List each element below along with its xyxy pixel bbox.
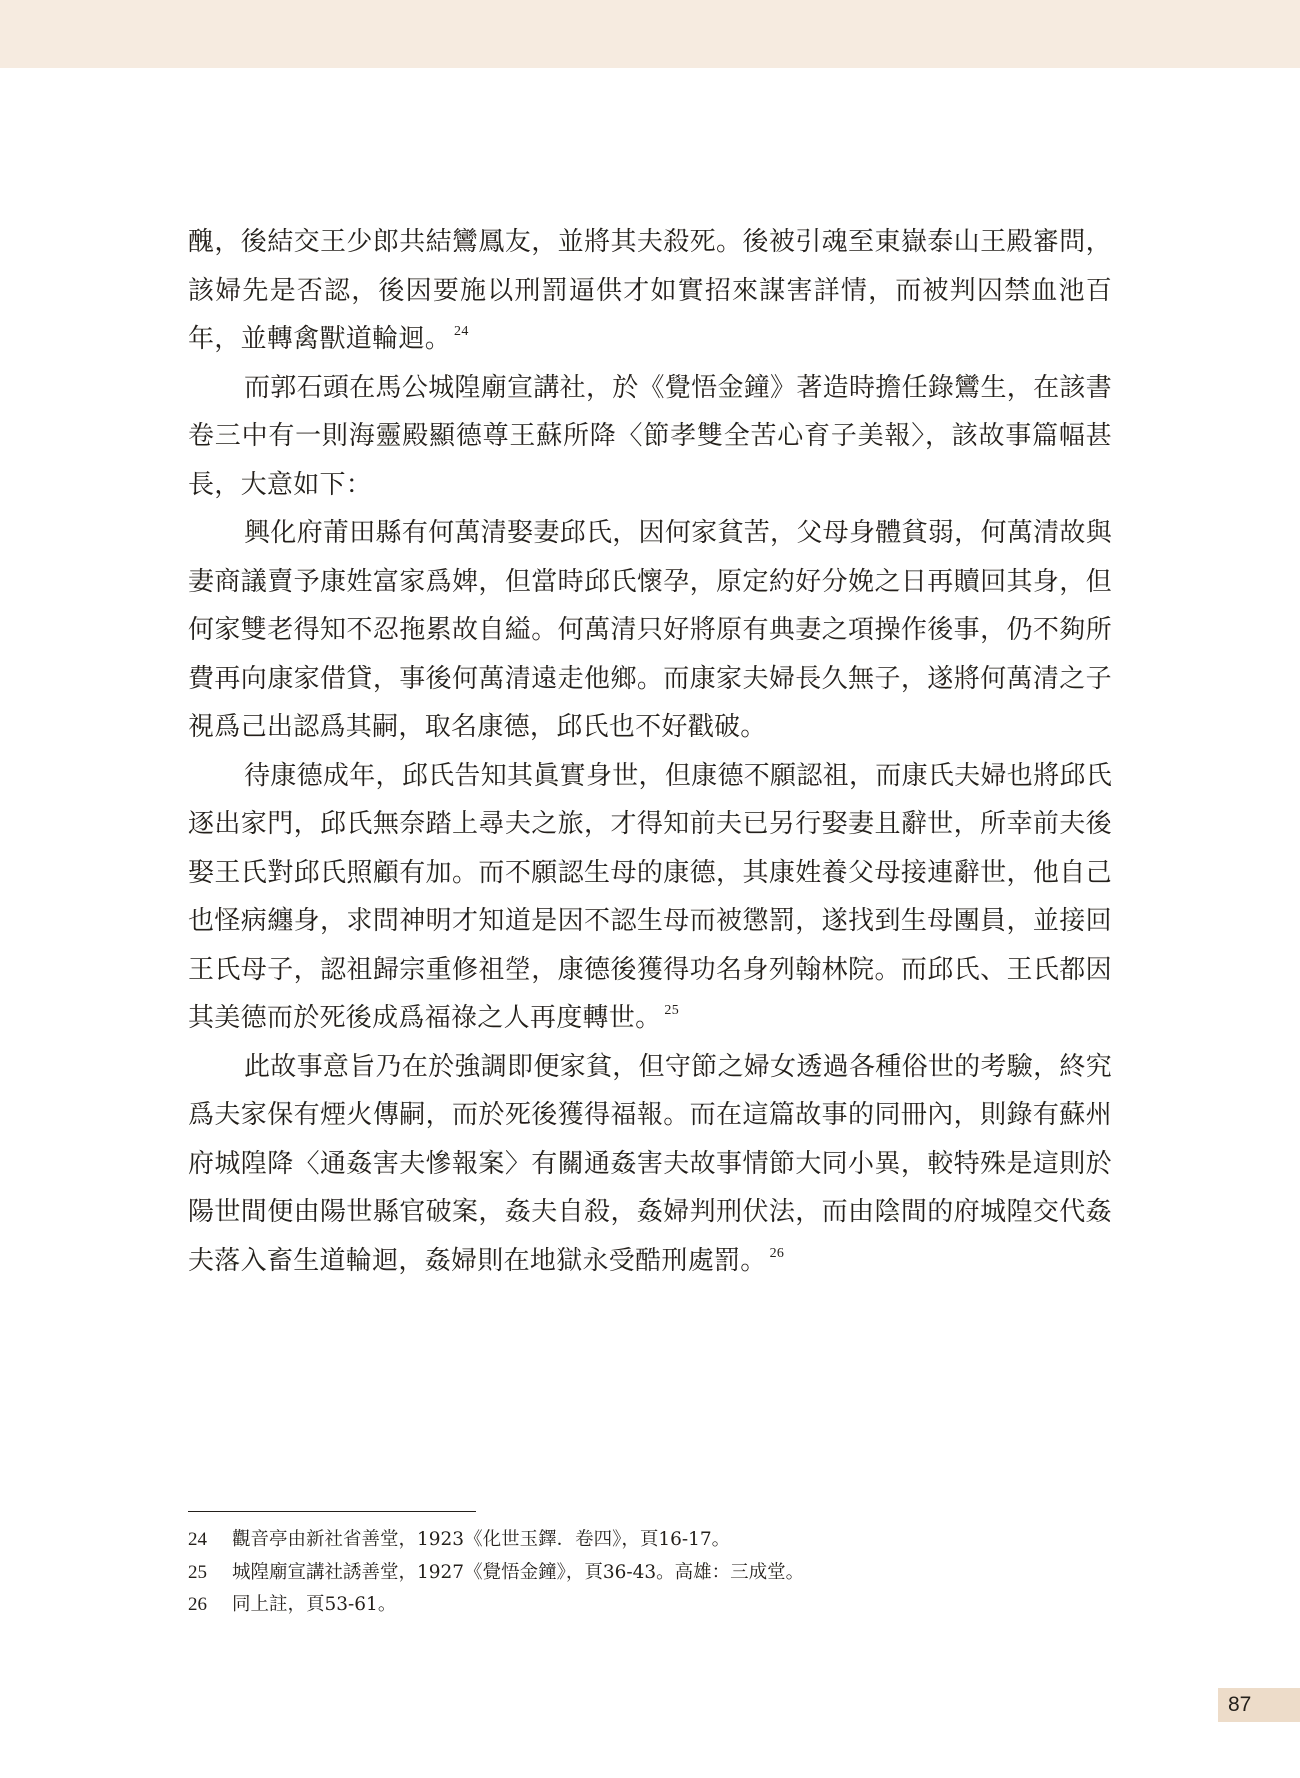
footnote-ref[interactable]: 25 (664, 1003, 680, 1018)
page-number-tab (1218, 1688, 1300, 1722)
paragraph-text: 待康德成年，邱氏告知其眞實身世，但康德不願認祖，而康氏夫婦也將邱氏逐出家門，邱氏無奈踏上尋夫之旅，才得知前夫已另行娶妻且辭世，所幸前夫後娶王氏對邱氏照顧有加。而不願認生母的康德，其康姓養父母接連辭世，他自己也怪病纏身，求問神明才知道是因不認生母而被懲罰，遂找到生母團員，並接回王氏母子，認祖歸宗重修祖塋，康德後獲得功名身列翰林院。而邱氏、王氏都因其美德而於死後成爲福祿之人再度轉世。 (188, 760, 1112, 1033)
footnote-item (188, 1589, 1088, 1622)
footnote-number: 24 (188, 1529, 207, 1550)
footnote-divider (188, 1511, 476, 1512)
paragraph-text: 醜，後結交王少郎共結鸞鳳友，並將其夫殺死。後被引魂至東嶽泰山王殿審問，該婦先是否認，後因要施以刑罰逼供才如實招來謀害詳情，而被判囚禁血池百年，並轉禽獸道輪迴。 (188, 227, 1112, 354)
paragraph-text: 興化府莆田縣有何萬清娶妻邱氏，因何家貧苦，父母身體貧弱，何萬清故與妻商議賣予康姓富家爲婢，但當時邱氏懷孕，原定約好分娩之日再贖回其身，但何家雙老得知不忍拖累故自縊。何萬清只好將原有典妻之項操作後事，仍不夠所費再向康家借貸，事後何萬清遠走他鄉。而康家夫婦長久無子，遂將何萬清之子視爲己出認爲其嗣，取名康德，邱氏也不好戳破。 (188, 518, 1112, 742)
footnote-ref[interactable]: 24 (454, 324, 469, 339)
body-text (188, 218, 1112, 1285)
footnote-item (188, 1557, 1088, 1590)
header-band (0, 0, 1300, 68)
footnote-text: 觀音亭由新社省善堂，1923《化世玉鐸．卷四》，頁16-17。 (232, 1529, 731, 1550)
footnote-ref[interactable]: 26 (769, 1245, 785, 1261)
paragraph-text: 而郭石頭在馬公城隍廟宣講社，於《覺悟金鐘》著造時擔任錄鸞生，在該書卷三中有一則海靈殿顯德尊王蘇所降〈節孝雙全苦心育子美報〉，該故事篇幅甚長，大意如下： (188, 372, 1112, 500)
footnotes (188, 1524, 1088, 1622)
page-number: 87 (1228, 1693, 1252, 1716)
footnote-number: 26 (188, 1594, 207, 1615)
footnote-number: 25 (188, 1561, 207, 1583)
footnote-text: 同上註，頁53-61。 (232, 1594, 397, 1615)
paragraph (188, 752, 1112, 1043)
paragraph (188, 509, 1112, 752)
paragraph (188, 364, 1112, 510)
paragraph (188, 1043, 1112, 1286)
paragraph-text: 此故事意旨乃在於強調即便家貧，但守節之婦女透過各種俗世的考驗，終究爲夫家保有煙火傳嗣，而於死後獲得福報。而在這篇故事的同冊內，則錄有蘇州府城隍降〈通姦害夫慘報案〉有關通姦害夫故事情節大同小異，較特殊是這則於陽世間便由陽世縣官破案，姦夫自殺，姦婦判刑伏法，而由陰間的府城隍交代姦夫落入畜生道輪迴，姦婦則在地獄永受酷刑處罰。 (188, 1051, 1112, 1276)
footnote-text: 城隍廟宣講社誘善堂，1927《覺悟金鐘》，頁36-43。高雄：三成堂。 (232, 1561, 805, 1583)
paragraph (188, 218, 1112, 364)
footnote-item (188, 1524, 1088, 1557)
